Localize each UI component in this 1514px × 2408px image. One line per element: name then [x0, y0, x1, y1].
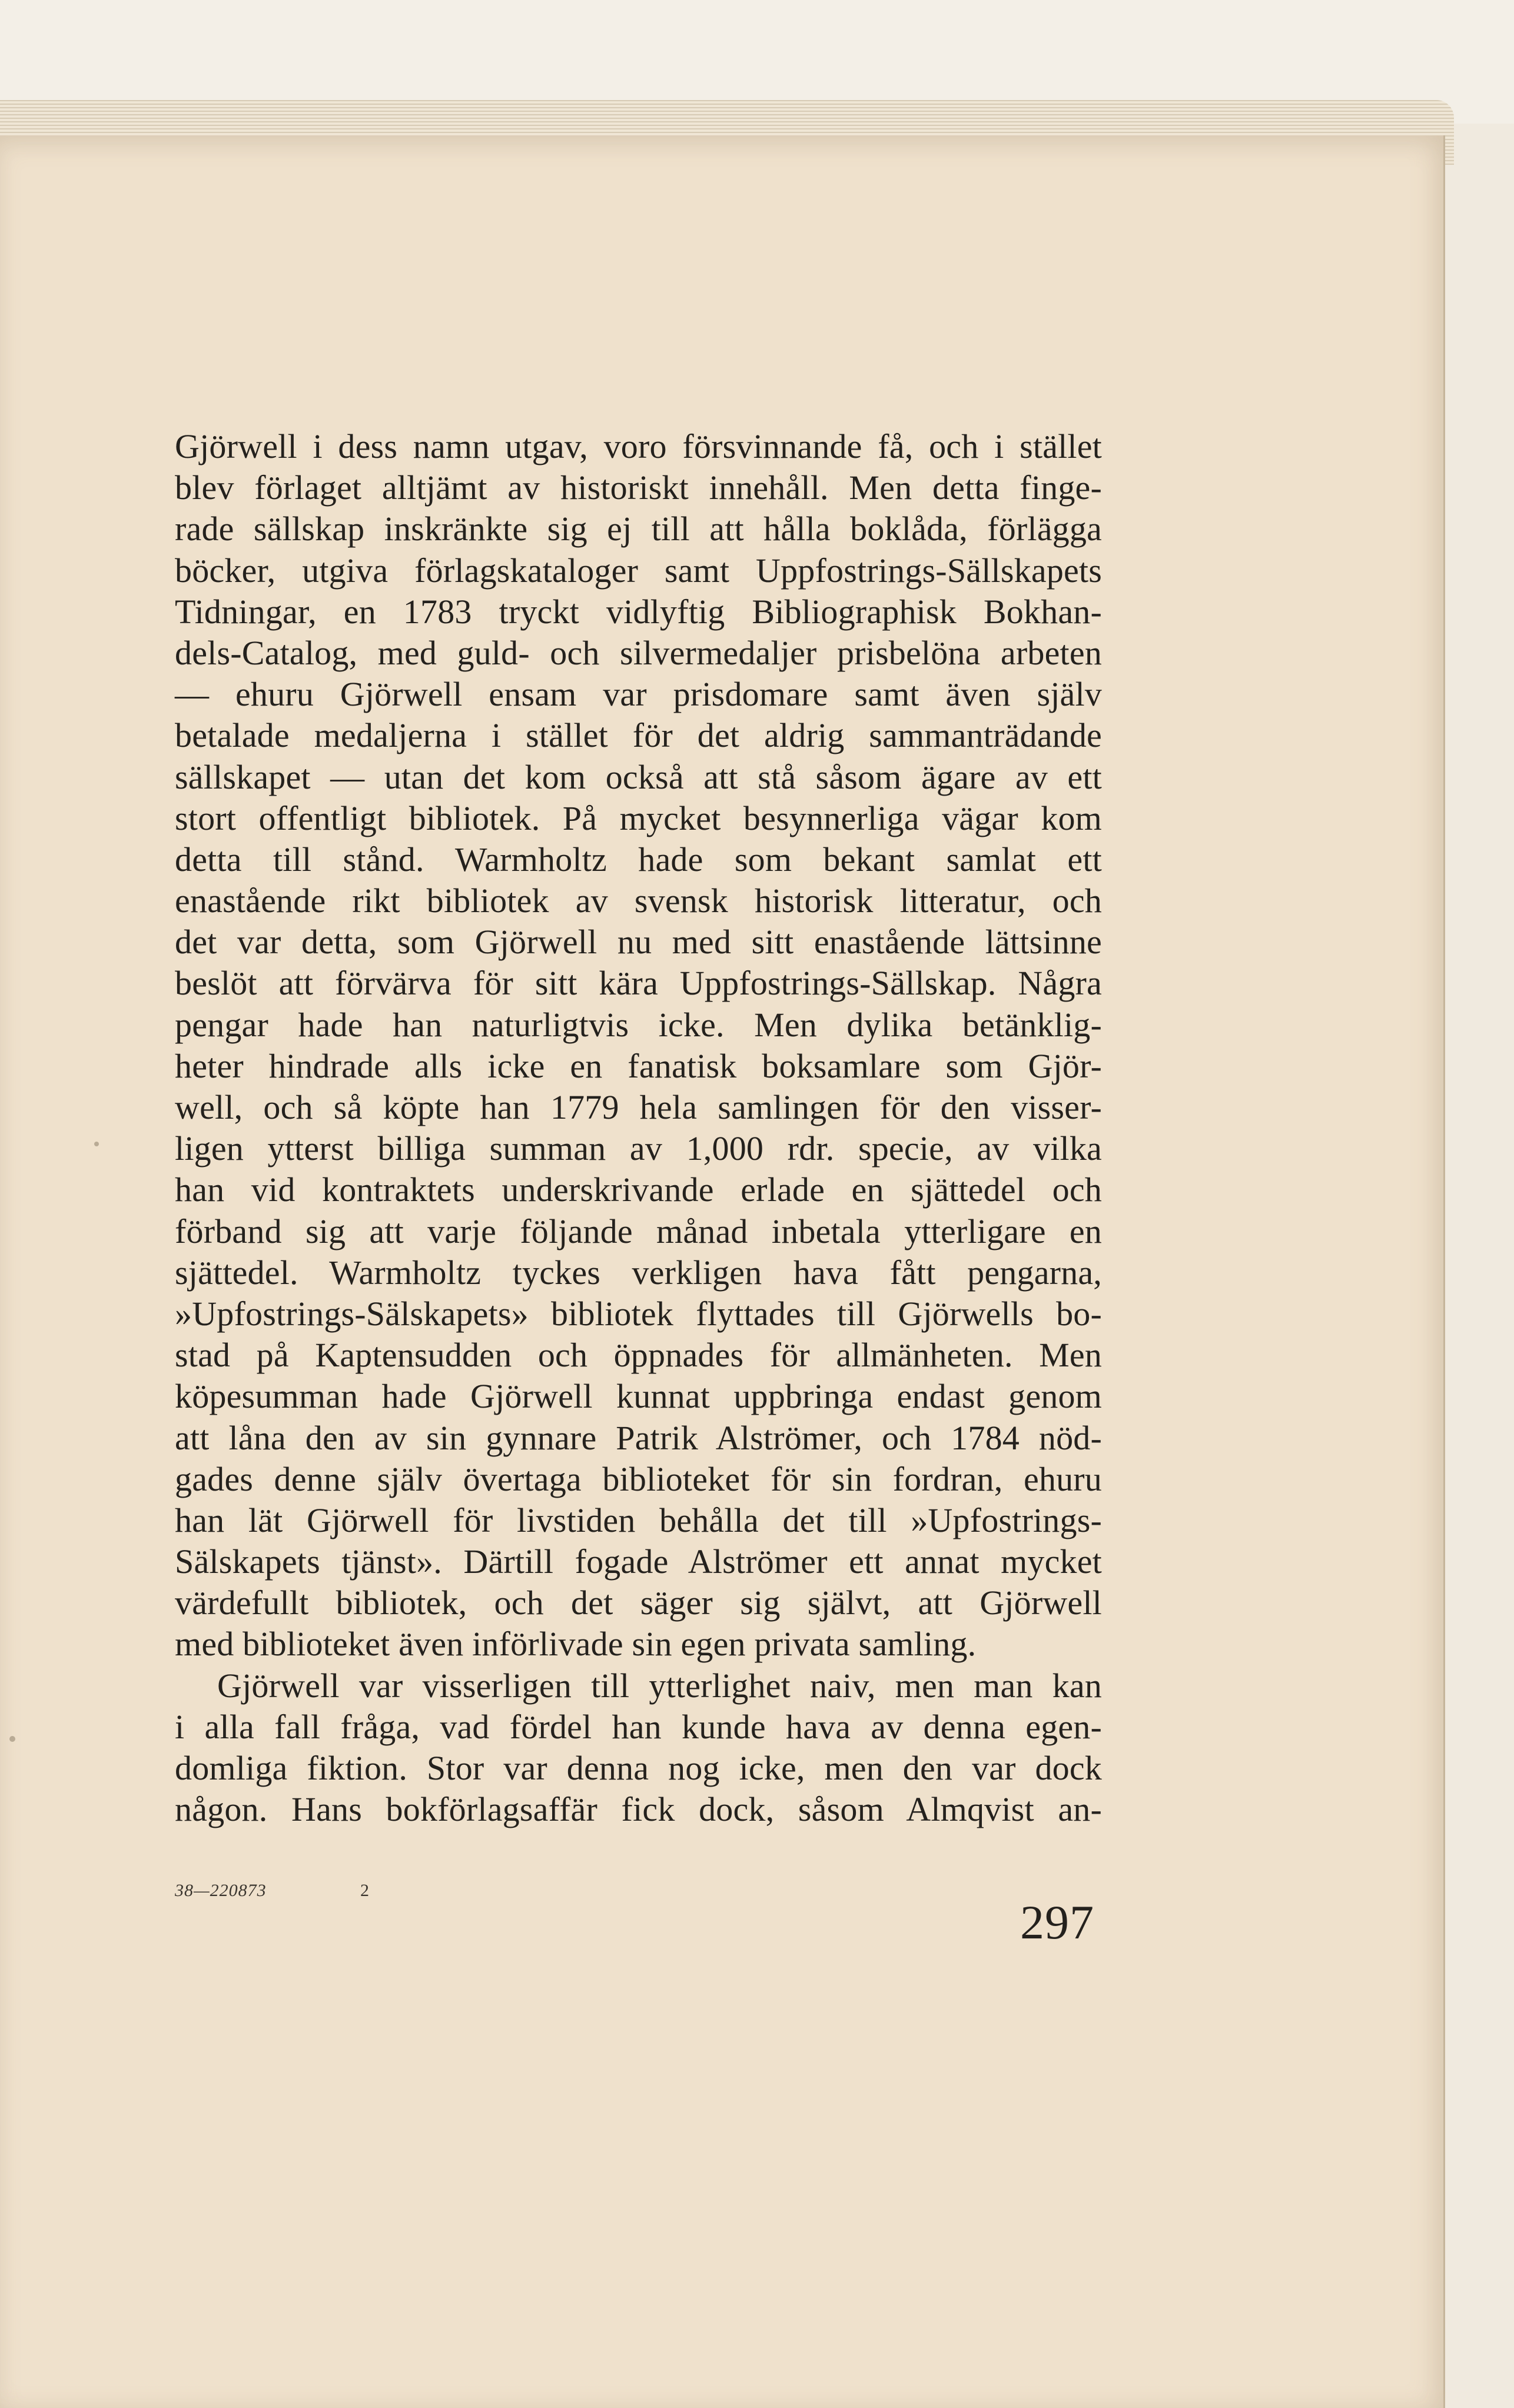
text-line: böcker, utgiva förlagskataloger samt Uppfostrings-Sällskapets: [175, 551, 1102, 590]
text-line: Tidningar, en 1783 tryckt vidlyftig Bibliographisk Bokhan-: [175, 592, 1102, 631]
text-line: förband sig att varje följande månad inbetala ytterligare en: [175, 1212, 1102, 1250]
signature-mark: 2: [360, 1881, 369, 1900]
paper-speck: [94, 1142, 99, 1146]
text-line: domliga fiktion. Stor var denna nog icke, men den var dock: [175, 1749, 1102, 1787]
text-line: betalade medaljerna i stället för det aldrig sammanträdande: [175, 716, 1102, 755]
text-line: Sälskapets tjänst». Därtill fogade Alströmer ett annat mycket: [175, 1542, 1102, 1581]
text-line: köpesumman hade Gjörwell kunnat uppbringa endast genom: [175, 1377, 1102, 1416]
text-line: värdefullt bibliotek, och det säger sig självt, att Gjörwell: [175, 1584, 1102, 1622]
text-line: beslöt att förvärva för sitt kära Uppfostrings-Sällskap. Några: [175, 964, 1102, 1003]
text-line: detta till stånd. Warmholtz hade som bekant samlat ett: [175, 840, 1102, 879]
printer-signature: 38—220873: [175, 1881, 267, 1900]
text-line: rade sällskap inskränkte sig ej till att hålla boklåda, förlägga: [175, 510, 1102, 548]
text-line: blev förlaget alltjämt av historiskt innehåll. Men detta finge-: [175, 468, 1102, 507]
text-line: ligen ytterst billiga summan av 1,000 rdr. specie, av vilka: [175, 1129, 1102, 1168]
text-line: »Upfostrings-Sälskapets» bibliotek flyttades till Gjörwells bo-: [175, 1294, 1102, 1333]
text-line: enastående rikt bibliotek av svensk historisk litteratur, och: [175, 882, 1102, 920]
text-line: well, och så köpte han 1779 hela samlingen för den visser-: [175, 1088, 1102, 1126]
text-line: han lät Gjörwell för livstiden behålla det till »Upfostrings-: [175, 1501, 1102, 1539]
text-line: stad på Kaptensudden och öppnades för allmänheten. Men: [175, 1336, 1102, 1375]
page-number: 297: [1020, 1895, 1094, 1949]
text-line: stort offentligt bibliotek. På mycket besynnerliga vägar kom: [175, 799, 1102, 837]
text-line: sjättedel. Warmholtz tyckes verkligen hava fått pengarna,: [175, 1253, 1102, 1292]
text-line: det var detta, som Gjörwell nu med sitt enastående lättsinne: [175, 923, 1102, 962]
text-line: pengar hade han naturligtvis icke. Men dylika betänklig-: [175, 1005, 1102, 1044]
text-line: — ehuru Gjörwell ensam var prisdomare samt även själv: [175, 675, 1102, 714]
text-line: Gjörwell i dess namn utgav, voro försvinnande få, och i stället: [175, 427, 1102, 465]
text-line: han vid kontraktets underskrivande erlade en sjättedel och: [175, 1170, 1102, 1209]
text-line: i alla fall fråga, vad fördel han kunde hava av denna egen-: [175, 1707, 1102, 1746]
text-line: att låna den av sin gynnare Patrik Alströmer, och 1784 nöd-: [175, 1418, 1102, 1457]
text-line: med biblioteket även införlivade sin egen privata samling.: [175, 1625, 977, 1664]
text-line: dels-Catalog, med guld- och silvermedaljer prisbelöna arbeten: [175, 633, 1102, 672]
text-line: gades denne själv övertaga biblioteket för sin fordran, ehuru: [175, 1459, 1102, 1498]
text-line: heter hindrade alls icke en fanatisk boksamlare som Gjör-: [175, 1046, 1102, 1085]
text-line: sällskapet — utan det kom också att stå såsom ägare av ett: [175, 757, 1102, 796]
paper-speck: [9, 1736, 15, 1742]
body-text: [175, 426, 1102, 1830]
text-line: Gjörwell var visserligen till ytterlighet naiv, men man kan: [217, 1666, 1102, 1705]
text-line: någon. Hans bokförlagsaffär fick dock, såsom Almqvist an-: [175, 1790, 1102, 1829]
